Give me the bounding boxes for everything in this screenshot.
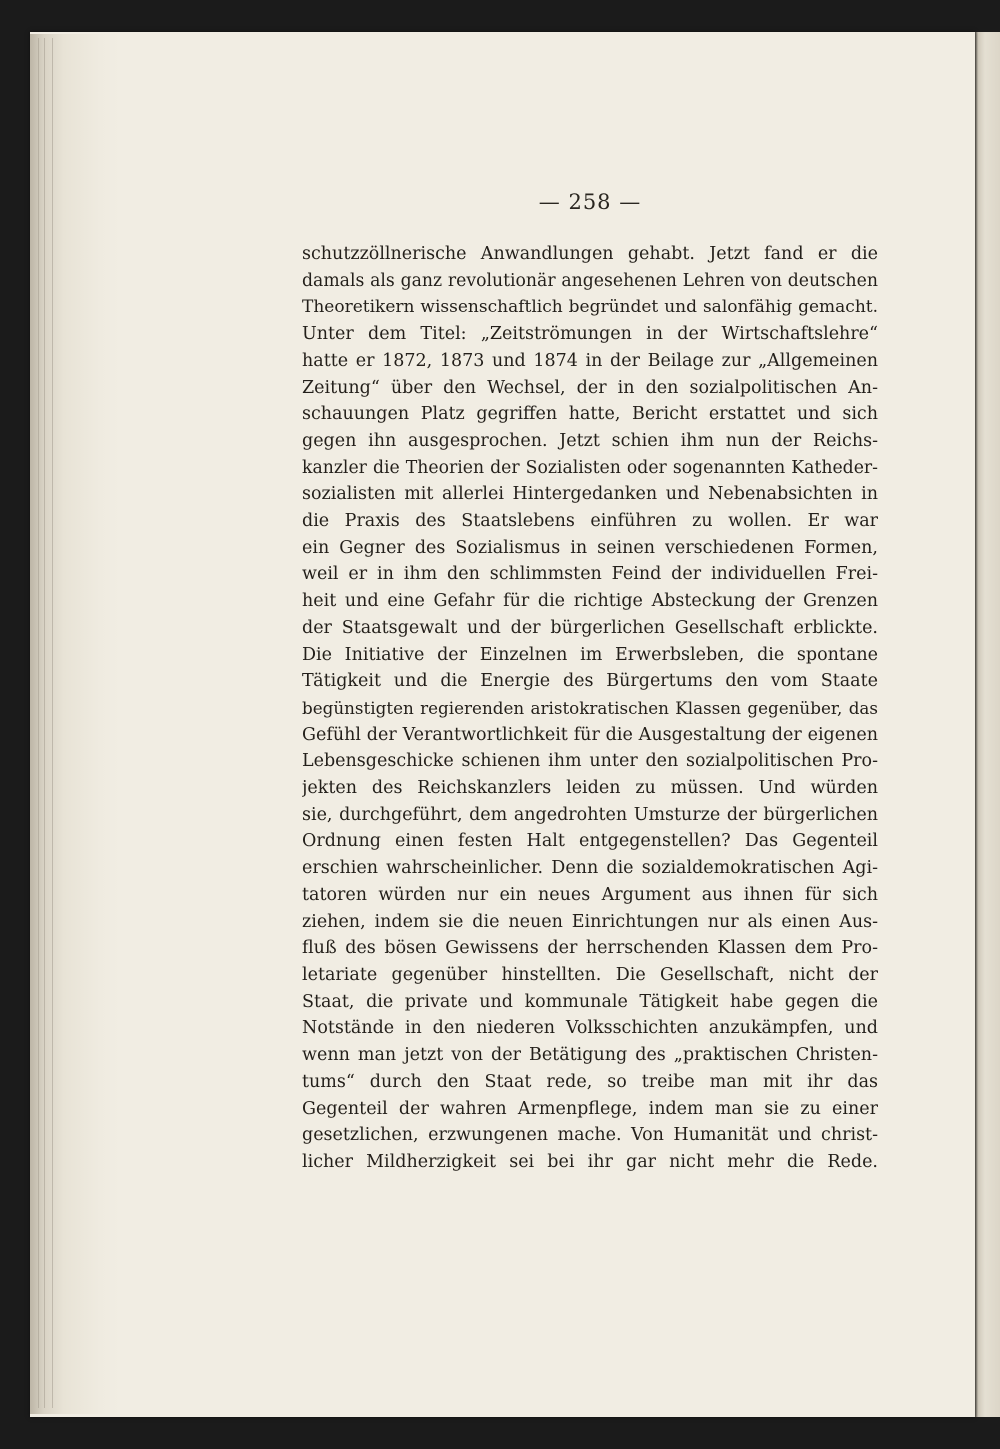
text-line: ziehen, indem sie die neuen Einrichtungen nur als einen Aus-	[302, 911, 878, 932]
text-line: Lebensgeschicke schienen ihm unter den sozialpolitischen Pro-	[302, 751, 878, 772]
text-line: licher Mildherzigkeit sei bei ihr gar nicht mehr die Rede.	[302, 1151, 878, 1172]
text-line: gesetzlichen, erzwungenen mache. Von Humanität und christ-	[302, 1125, 878, 1146]
body-text	[302, 241, 878, 1176]
text-line: der Staatsgewalt und der bürgerlichen Gesellschaft erblickte.	[302, 617, 878, 638]
text-line: Staat, die private und kommunale Tätigkeit habe gegen die	[302, 991, 878, 1012]
text-line: wenn man jetzt von der Betätigung des „praktischen Christen-	[302, 1045, 878, 1066]
text-line: Gegenteil der wahren Armenpflege, indem man sie zu einer	[302, 1098, 878, 1119]
page-number: — 258 —	[538, 190, 642, 214]
text-line: tatoren würden nur ein neues Argument aus ihnen für sich	[302, 884, 878, 905]
text-line: Theoretikern wissenschaftlich begründet und salonfähig gemacht.	[302, 297, 878, 318]
text-line: tums“ durch den Staat rede, so treibe man mit ihr das	[302, 1071, 878, 1092]
text-line: Unter dem Titel: „Zeitströmungen in der Wirtschaftslehre“	[302, 324, 878, 345]
text-line: hatte er 1872, 1873 und 1874 in der Beilage zur „Allgemeinen	[302, 350, 878, 371]
text-line: damals als ganz revolutionär angesehenen Lehren von deutschen	[302, 270, 878, 291]
text-line: kanzler die Theorien der Sozialisten oder sogenannten Katheder-	[302, 457, 878, 478]
text-line: sie, durchgeführt, dem angedrohten Umsturze der bürgerlichen	[302, 804, 878, 825]
text-line: Gefühl der Verantwortlichkeit für die Ausgestaltung der eigenen	[302, 724, 878, 745]
text-line: fluß des bösen Gewissens der herrschenden Klassen dem Pro-	[302, 938, 878, 959]
text-line: Ordnung einen festen Halt entgegenstellen? Das Gegenteil	[302, 831, 878, 852]
text-line: letariate gegenüber hinstellten. Die Gesellschaft, nicht der	[302, 964, 878, 985]
page-edge-line	[44, 38, 45, 1408]
text-line: Die Initiative der Einzelnen im Erwerbsleben, die spontane	[302, 644, 878, 665]
page-edge-line	[38, 38, 39, 1408]
text-line: erschien wahrscheinlicher. Denn die sozialdemokratischen Agi-	[302, 858, 878, 879]
text-line: weil er in ihm den schlimmsten Feind der individuellen Frei-	[302, 564, 878, 585]
text-line: gegen ihn ausgesprochen. Jetzt schien ihm nun der Reichs-	[302, 430, 878, 451]
text-line: heit und eine Gefahr für die richtige Absteckung der Grenzen	[302, 591, 878, 612]
adjacent-page-edge	[975, 32, 1000, 1417]
text-line: ein Gegner des Sozialismus in seinen verschiedenen Formen,	[302, 537, 878, 558]
text-line: Zeitung“ über den Wechsel, der in den sozialpolitischen An-	[302, 377, 878, 398]
text-line: die Praxis des Staatslebens einführen zu wollen. Er war	[302, 511, 878, 532]
text-line: begünstigten regierenden aristokratischen Klassen gegenüber, das	[302, 697, 878, 718]
text-line: sozialisten mit allerlei Hintergedanken und Nebenabsichten in	[302, 484, 878, 505]
text-line: Notstände in den niederen Volksschichten anzukämpfen, und	[302, 1018, 878, 1039]
text-line: jekten des Reichskanzlers leiden zu müssen. Und würden	[302, 778, 878, 799]
text-line: schauungen Platz gegriffen hatte, Bericht erstattet und sich	[302, 404, 878, 425]
text-line: Tätigkeit und die Energie des Bürgertums den vom Staate	[302, 671, 878, 692]
page-edge-line	[52, 38, 53, 1408]
text-line: schutzzöllnerische Anwandlungen gehabt. Jetzt fand er die	[302, 244, 878, 264]
